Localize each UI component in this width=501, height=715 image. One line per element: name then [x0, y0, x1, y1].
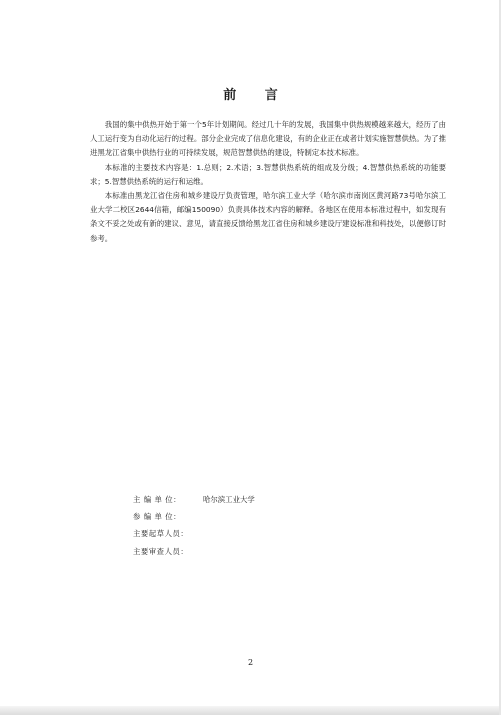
reviewers-label: 主要审查人员： — [133, 546, 189, 556]
preface-paragraph-3: 本标准由黑龙江省住房和城乡建设厅负责管理，哈尔滨工业大学（哈尔滨市南岗区黄河路73号哈尔滨工业大学二校区2644信箱，邮编150090）负责具体技术内容的解释。各地区在使用本标准过程中，如发现有条文不妥之处或有新的建议、意见，请直接反馈给黑龙江省住房和城乡建设厅建设标准和科技处，以便修订时参考。 — [90, 191, 446, 243]
drafters-label: 主要起草人员： — [133, 529, 189, 539]
chief-unit-value: 哈尔滨工业大学 — [203, 495, 255, 504]
reviewers-row — [133, 543, 393, 560]
preface-paragraph-2: 本标准的主要技术内容是：1.总则；2.术语；3.智慧供热系统的组成及分级；4.智慧供热系统的功能要求；5.智慧供热系统的运行和运维。 — [90, 162, 446, 186]
chief-unit-label: 主 编 单 位： — [133, 495, 182, 504]
participating-unit-row — [133, 508, 393, 525]
participating-unit-label: 参 编 单 位： — [133, 512, 182, 522]
page-number: 2 — [247, 658, 254, 667]
preface-body — [90, 118, 446, 246]
scan-bottom-edge — [0, 706, 501, 715]
authorship-block — [133, 491, 393, 560]
page-title: 前 言 — [223, 88, 290, 103]
chief-unit-row — [133, 491, 393, 508]
drafters-row — [133, 525, 393, 542]
preface-paragraph-1: 我国的集中供热开始于第一个5年计划期间。经过几十年的发展，我国集中供热规模越来越大，经历了由人工运行变为自动化运行的过程。部分企业完成了信息化建设，有的企业正在或者计划实施智慧供热。为了推进黑龙江省集中供热行业的可持续发展，规范智慧供热的建设，特制定本技术标准。 — [90, 120, 446, 158]
